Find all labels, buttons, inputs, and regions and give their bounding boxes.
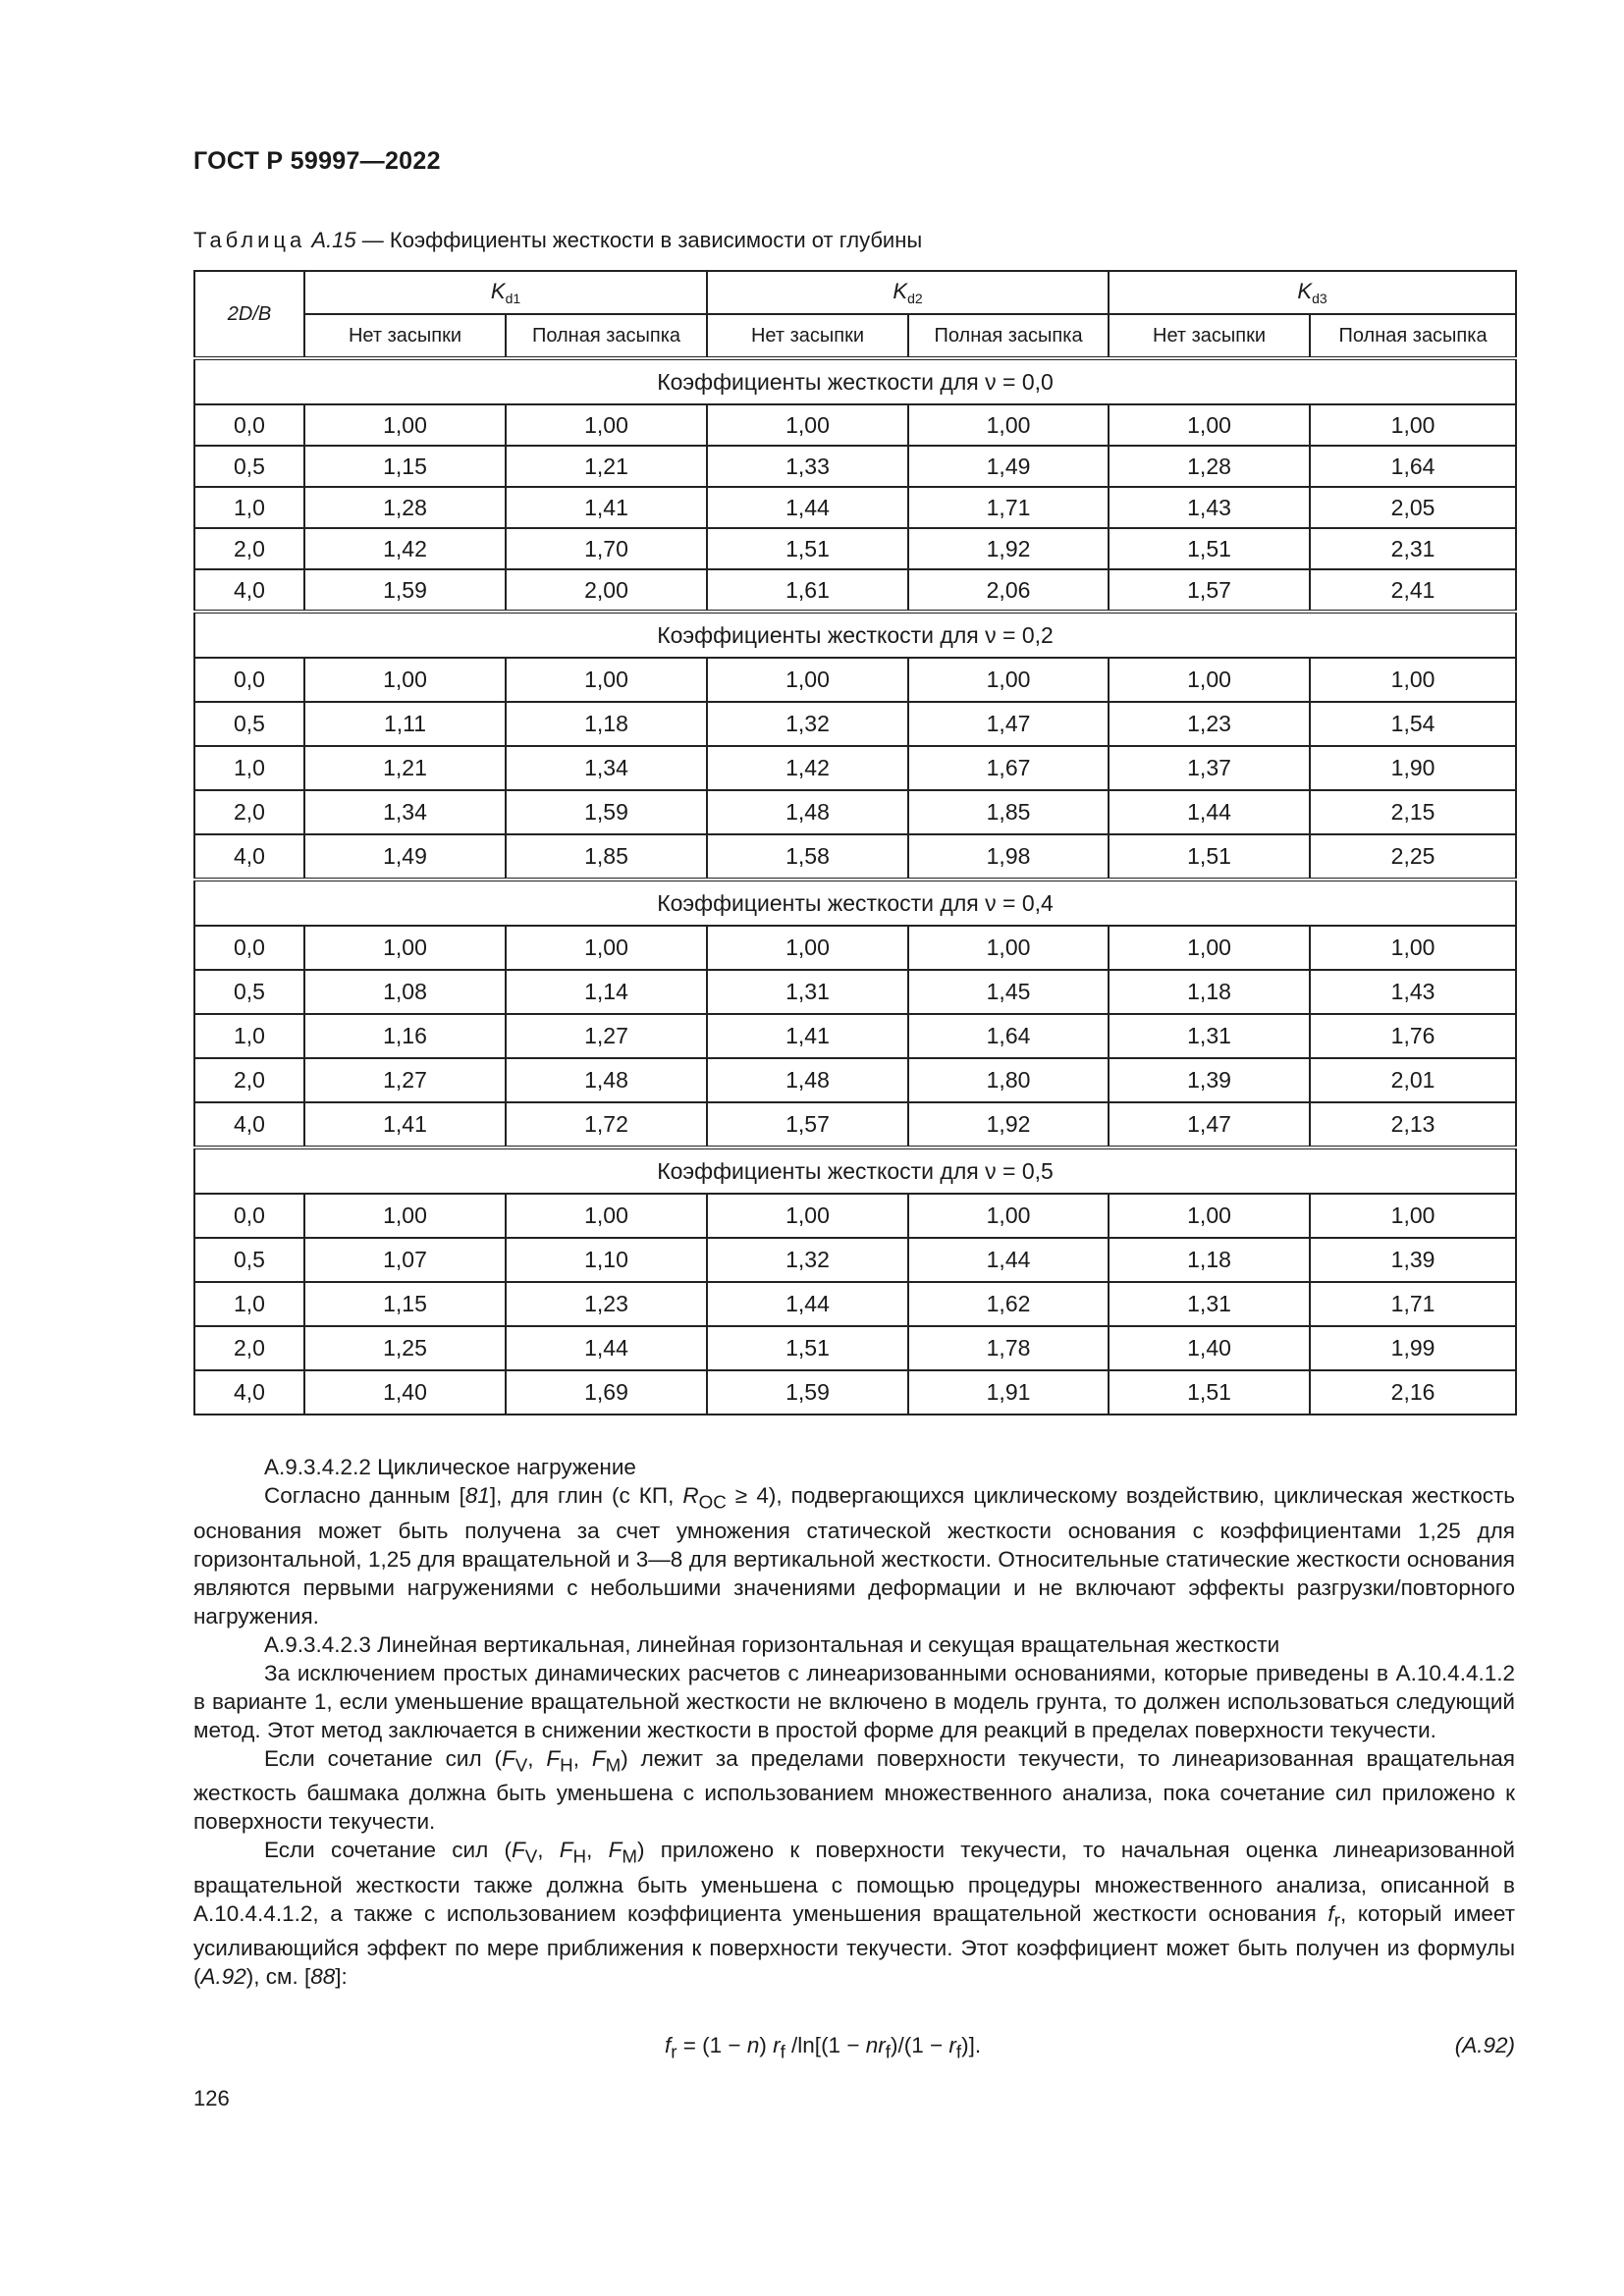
value-cell: 1,33 bbox=[707, 446, 908, 487]
value-cell: 1,71 bbox=[1310, 1282, 1516, 1326]
row-label-cell: 1,0 bbox=[194, 1014, 304, 1058]
value-cell: 1,00 bbox=[707, 404, 908, 446]
value-cell: 1,44 bbox=[908, 1238, 1109, 1282]
value-cell: 2,16 bbox=[1310, 1370, 1516, 1415]
value-cell: 1,92 bbox=[908, 1102, 1109, 1148]
value-cell: 1,00 bbox=[908, 404, 1109, 446]
value-cell: 1,71 bbox=[908, 487, 1109, 528]
section-row bbox=[194, 358, 1516, 404]
stiffness-table bbox=[193, 270, 1517, 1415]
value-cell: 1,61 bbox=[707, 569, 908, 612]
section-label: Коэффициенты жесткости для ν = 0,2 bbox=[194, 612, 1516, 658]
table-row bbox=[194, 569, 1516, 612]
value-cell: 1,25 bbox=[304, 1326, 506, 1370]
value-cell: 1,43 bbox=[1310, 970, 1516, 1014]
paragraph-cyclic-heading: А.9.3.4.2.2 Циклическое нагружение bbox=[264, 1455, 636, 1479]
paragraph-cyclic: Согласно данным [81], для глин (с КП, $R_{OC} \ge 4$), подвергающихся циклическому воздействию, циклическая жесткость основания может быть получена за счет умножения статической жесткости основания с коэффициентами 1,25 для горизонтальной, 1,25 для вращательной и 3—8 для вертикальной жесткости. Относительные статические жесткости основания являются первыми нагружениями с небольшими значениями деформации и не включают эффекты разгрузки/повторного нагружения. bbox=[193, 1483, 1515, 1629]
value-cell: 1,39 bbox=[1310, 1238, 1516, 1282]
value-cell: 1,34 bbox=[506, 746, 707, 790]
section-label: Коэффициенты жесткости для ν = 0,4 bbox=[194, 880, 1516, 926]
value-cell: 1,10 bbox=[506, 1238, 707, 1282]
row-label-cell: 2,0 bbox=[194, 1326, 304, 1370]
group-header-kd2: $K_{d2}$ bbox=[707, 271, 1109, 314]
value-cell: 1,69 bbox=[506, 1370, 707, 1415]
row-label-cell: 2,0 bbox=[194, 528, 304, 569]
value-cell: 1,08 bbox=[304, 970, 506, 1014]
value-cell: 1,18 bbox=[1109, 1238, 1310, 1282]
value-cell: 1,49 bbox=[304, 834, 506, 880]
table-row bbox=[194, 746, 1516, 790]
value-cell: 1,42 bbox=[304, 528, 506, 569]
value-cell: 1,48 bbox=[707, 1058, 908, 1102]
value-cell: 1,00 bbox=[304, 926, 506, 970]
value-cell: 1,51 bbox=[1109, 834, 1310, 880]
paragraph-linear-heading: А.9.3.4.2.3 Линейная вертикальная, линейная горизонтальная и секущая вращательная жесткости bbox=[264, 1631, 1280, 1657]
value-cell: 1,49 bbox=[908, 446, 1109, 487]
value-cell: 1,39 bbox=[1109, 1058, 1310, 1102]
value-cell: 1,18 bbox=[506, 702, 707, 746]
value-cell: 1,51 bbox=[1109, 1370, 1310, 1415]
value-cell: 1,00 bbox=[707, 1194, 908, 1238]
value-cell: 2,00 bbox=[506, 569, 707, 612]
section-row bbox=[194, 612, 1516, 658]
value-cell: 1,90 bbox=[1310, 746, 1516, 790]
value-cell: 1,45 bbox=[908, 970, 1109, 1014]
value-cell: 1,00 bbox=[1310, 658, 1516, 702]
table-row bbox=[194, 970, 1516, 1014]
value-cell: 1,42 bbox=[707, 746, 908, 790]
value-cell: 1,00 bbox=[506, 1194, 707, 1238]
table-row bbox=[194, 834, 1516, 880]
value-cell: 1,00 bbox=[1109, 658, 1310, 702]
value-cell: 1,41 bbox=[707, 1014, 908, 1058]
value-cell: 1,07 bbox=[304, 1238, 506, 1282]
value-cell: 1,00 bbox=[304, 1194, 506, 1238]
formula-number: (А.92) bbox=[1454, 2033, 1515, 2057]
value-cell: 1,31 bbox=[707, 970, 908, 1014]
value-cell: 1,51 bbox=[1109, 528, 1310, 569]
value-cell: 1,59 bbox=[506, 790, 707, 834]
row-label-cell: 0,5 bbox=[194, 1238, 304, 1282]
value-cell: 1,00 bbox=[1109, 404, 1310, 446]
value-cell: 1,00 bbox=[908, 1194, 1109, 1238]
value-cell: 1,00 bbox=[1310, 1194, 1516, 1238]
value-cell: 1,64 bbox=[908, 1014, 1109, 1058]
value-cell: 2,15 bbox=[1310, 790, 1516, 834]
value-cell: 1,91 bbox=[908, 1370, 1109, 1415]
section-label: Коэффициенты жесткости для ν = 0,5 bbox=[194, 1148, 1516, 1194]
value-cell: 1,47 bbox=[1109, 1102, 1310, 1148]
value-cell: 1,27 bbox=[304, 1058, 506, 1102]
value-cell: 2,41 bbox=[1310, 569, 1516, 612]
row-label-cell: 4,0 bbox=[194, 1102, 304, 1148]
value-cell: 1,34 bbox=[304, 790, 506, 834]
body-text bbox=[193, 1453, 1515, 1991]
value-cell: 1,48 bbox=[506, 1058, 707, 1102]
row-label-cell: 0,0 bbox=[194, 404, 304, 446]
subheader-cell: Нет засыпки bbox=[304, 314, 506, 358]
row-label-cell: 2,0 bbox=[194, 790, 304, 834]
row-label-cell: 1,0 bbox=[194, 487, 304, 528]
row-label-cell: 0,0 bbox=[194, 658, 304, 702]
value-cell: 1,47 bbox=[908, 702, 1109, 746]
value-cell: 1,11 bbox=[304, 702, 506, 746]
table-row bbox=[194, 446, 1516, 487]
value-cell: 1,59 bbox=[707, 1370, 908, 1415]
row-label-cell: 1,0 bbox=[194, 746, 304, 790]
value-cell: 1,37 bbox=[1109, 746, 1310, 790]
row-label-cell: 0,0 bbox=[194, 926, 304, 970]
subheader-cell: Полная засыпка bbox=[1310, 314, 1516, 358]
table-row bbox=[194, 1194, 1516, 1238]
value-cell: 1,00 bbox=[1109, 1194, 1310, 1238]
value-cell: 1,54 bbox=[1310, 702, 1516, 746]
page-number: 126 bbox=[193, 2086, 230, 2110]
value-cell: 1,92 bbox=[908, 528, 1109, 569]
value-cell: 1,00 bbox=[1310, 926, 1516, 970]
table-row bbox=[194, 926, 1516, 970]
value-cell: 1,44 bbox=[707, 1282, 908, 1326]
value-cell: 1,43 bbox=[1109, 487, 1310, 528]
group-header-kd1: $K_{d1}$ bbox=[304, 271, 707, 314]
table-row bbox=[194, 1282, 1516, 1326]
table-row bbox=[194, 1370, 1516, 1415]
value-cell: 2,31 bbox=[1310, 528, 1516, 569]
table-row bbox=[194, 1326, 1516, 1370]
table-row bbox=[194, 528, 1516, 569]
value-cell: 1,00 bbox=[506, 658, 707, 702]
value-cell: 1,44 bbox=[506, 1326, 707, 1370]
section-label: Коэффициенты жесткости для ν = 0,0 bbox=[194, 358, 1516, 404]
table-row bbox=[194, 702, 1516, 746]
row-label-cell: 0,0 bbox=[194, 1194, 304, 1238]
value-cell: 1,28 bbox=[304, 487, 506, 528]
row-label-cell: 1,0 bbox=[194, 1282, 304, 1326]
row-label-cell: 0,5 bbox=[194, 702, 304, 746]
value-cell: 1,21 bbox=[506, 446, 707, 487]
value-cell: 1,78 bbox=[908, 1326, 1109, 1370]
table-row bbox=[194, 487, 1516, 528]
value-cell: 1,67 bbox=[908, 746, 1109, 790]
document-header: ГОСТ Р 59997—2022 bbox=[193, 147, 441, 175]
value-cell: 1,57 bbox=[1109, 569, 1310, 612]
value-cell: 1,40 bbox=[304, 1370, 506, 1415]
value-cell: 1,00 bbox=[707, 658, 908, 702]
caption-word: Таблица bbox=[193, 228, 306, 252]
value-cell: 1,00 bbox=[506, 404, 707, 446]
table-body bbox=[194, 358, 1516, 1415]
row-label-cell: 4,0 bbox=[194, 569, 304, 612]
table-row bbox=[194, 658, 1516, 702]
value-cell: 1,27 bbox=[506, 1014, 707, 1058]
value-cell: 1,00 bbox=[908, 658, 1109, 702]
value-cell: 1,32 bbox=[707, 1238, 908, 1282]
value-cell: 1,14 bbox=[506, 970, 707, 1014]
value-cell: 1,44 bbox=[707, 487, 908, 528]
formula-a92 bbox=[193, 2033, 1515, 2062]
value-cell: 1,31 bbox=[1109, 1014, 1310, 1058]
value-cell: 1,72 bbox=[506, 1102, 707, 1148]
value-cell: 1,76 bbox=[1310, 1014, 1516, 1058]
value-cell: 1,15 bbox=[304, 446, 506, 487]
value-cell: 1,41 bbox=[304, 1102, 506, 1148]
paragraph-method: За исключением простых динамических расчетов с линеаризованными основаниями, которые приведены в А.10.4.4.1.2 в варианте 1, если уменьшение вращательной жесткости не включено в модель грунта, то должен использоваться следующий метод. Этот метод заключается в снижении жесткости в простой форме для реакций в пределах поверхности текучести. bbox=[193, 1660, 1515, 1742]
group-header-kd3: $K_{d3}$ bbox=[1109, 271, 1516, 314]
value-cell: 1,18 bbox=[1109, 970, 1310, 1014]
value-cell: 1,00 bbox=[707, 926, 908, 970]
value-cell: 1,23 bbox=[506, 1282, 707, 1326]
value-cell: 1,98 bbox=[908, 834, 1109, 880]
value-cell: 1,00 bbox=[304, 404, 506, 446]
caption-title: — Коэффициенты жесткости в зависимости от глубины bbox=[355, 228, 923, 252]
table-row bbox=[194, 1102, 1516, 1148]
row-label-cell: 0,5 bbox=[194, 970, 304, 1014]
value-cell: 1,70 bbox=[506, 528, 707, 569]
section-row bbox=[194, 880, 1516, 926]
value-cell: 1,00 bbox=[304, 658, 506, 702]
table-row bbox=[194, 1238, 1516, 1282]
caption-ref: А.15 bbox=[311, 228, 356, 252]
value-cell: 1,00 bbox=[506, 926, 707, 970]
table-row bbox=[194, 1058, 1516, 1102]
subheader-cell: Нет засыпки bbox=[1109, 314, 1310, 358]
value-cell: 1,85 bbox=[506, 834, 707, 880]
row-label-cell: 4,0 bbox=[194, 1370, 304, 1415]
value-cell: 1,64 bbox=[1310, 446, 1516, 487]
value-cell: 1,21 bbox=[304, 746, 506, 790]
value-cell: 1,62 bbox=[908, 1282, 1109, 1326]
value-cell: 1,16 bbox=[304, 1014, 506, 1058]
value-cell: 1,59 bbox=[304, 569, 506, 612]
subheader-cell: Полная засыпка bbox=[506, 314, 707, 358]
value-cell: 2,06 bbox=[908, 569, 1109, 612]
value-cell: 1,58 bbox=[707, 834, 908, 880]
value-cell: 1,32 bbox=[707, 702, 908, 746]
value-cell: 1,80 bbox=[908, 1058, 1109, 1102]
paragraph-forces-outside: Если сочетание сил ($F_V$, $F_H$, $F_M$) лежит за пределами поверхности текучести, то линеаризованная вращательная жесткость башмака должна быть уменьшена с использованием множественного анализа, пока сочетание сил приложено к поверхности текучести. bbox=[193, 1745, 1515, 1834]
value-cell: 2,13 bbox=[1310, 1102, 1516, 1148]
value-cell: 1,85 bbox=[908, 790, 1109, 834]
value-cell: 1,40 bbox=[1109, 1326, 1310, 1370]
table-row bbox=[194, 404, 1516, 446]
value-cell: 1,99 bbox=[1310, 1326, 1516, 1370]
row-label-cell: 0,5 bbox=[194, 446, 304, 487]
value-cell: 1,44 bbox=[1109, 790, 1310, 834]
subheader-cell: Нет засыпки bbox=[707, 314, 908, 358]
formula-expression: $f_r = (1 - n)$ $r_f$ $/\ln[(1 - nr_f)/(1 - r_f)]$. bbox=[665, 2033, 982, 2062]
paragraph-forces-on-surface: Если сочетание сил ($F_V$, $F_H$, $F_M$) приложено к поверхности текучести, то начальная оценка линеаризованной вращательной жесткости также должна быть уменьшена с помощью процедуры множественного анализа, описанной в А.10.4.4.1.2, а также с использованием коэффициента уменьшения вращательной жесткости основания $f_r$, который имеет усиливающийся эффект по мере приближения к поверхности текучести. Этот коэффициент может быть получен из формулы (А.92), см. [88]: bbox=[193, 1838, 1516, 1989]
value-cell: 1,51 bbox=[707, 528, 908, 569]
table-caption bbox=[193, 228, 922, 253]
value-cell: 1,00 bbox=[1310, 404, 1516, 446]
value-cell: 1,57 bbox=[707, 1102, 908, 1148]
section-row bbox=[194, 1148, 1516, 1194]
value-cell: 1,51 bbox=[707, 1326, 908, 1370]
row-label-cell: 4,0 bbox=[194, 834, 304, 880]
column-header-2db: 2D/B bbox=[194, 271, 304, 358]
value-cell: 1,31 bbox=[1109, 1282, 1310, 1326]
value-cell: 2,05 bbox=[1310, 487, 1516, 528]
subheader-cell: Полная засыпка bbox=[908, 314, 1109, 358]
value-cell: 2,25 bbox=[1310, 834, 1516, 880]
value-cell: 1,00 bbox=[1109, 926, 1310, 970]
table-row bbox=[194, 790, 1516, 834]
value-cell: 1,41 bbox=[506, 487, 707, 528]
value-cell: 1,00 bbox=[908, 926, 1109, 970]
value-cell: 1,23 bbox=[1109, 702, 1310, 746]
value-cell: 2,01 bbox=[1310, 1058, 1516, 1102]
value-cell: 1,28 bbox=[1109, 446, 1310, 487]
table-row bbox=[194, 1014, 1516, 1058]
row-label-cell: 2,0 bbox=[194, 1058, 304, 1102]
value-cell: 1,48 bbox=[707, 790, 908, 834]
value-cell: 1,15 bbox=[304, 1282, 506, 1326]
